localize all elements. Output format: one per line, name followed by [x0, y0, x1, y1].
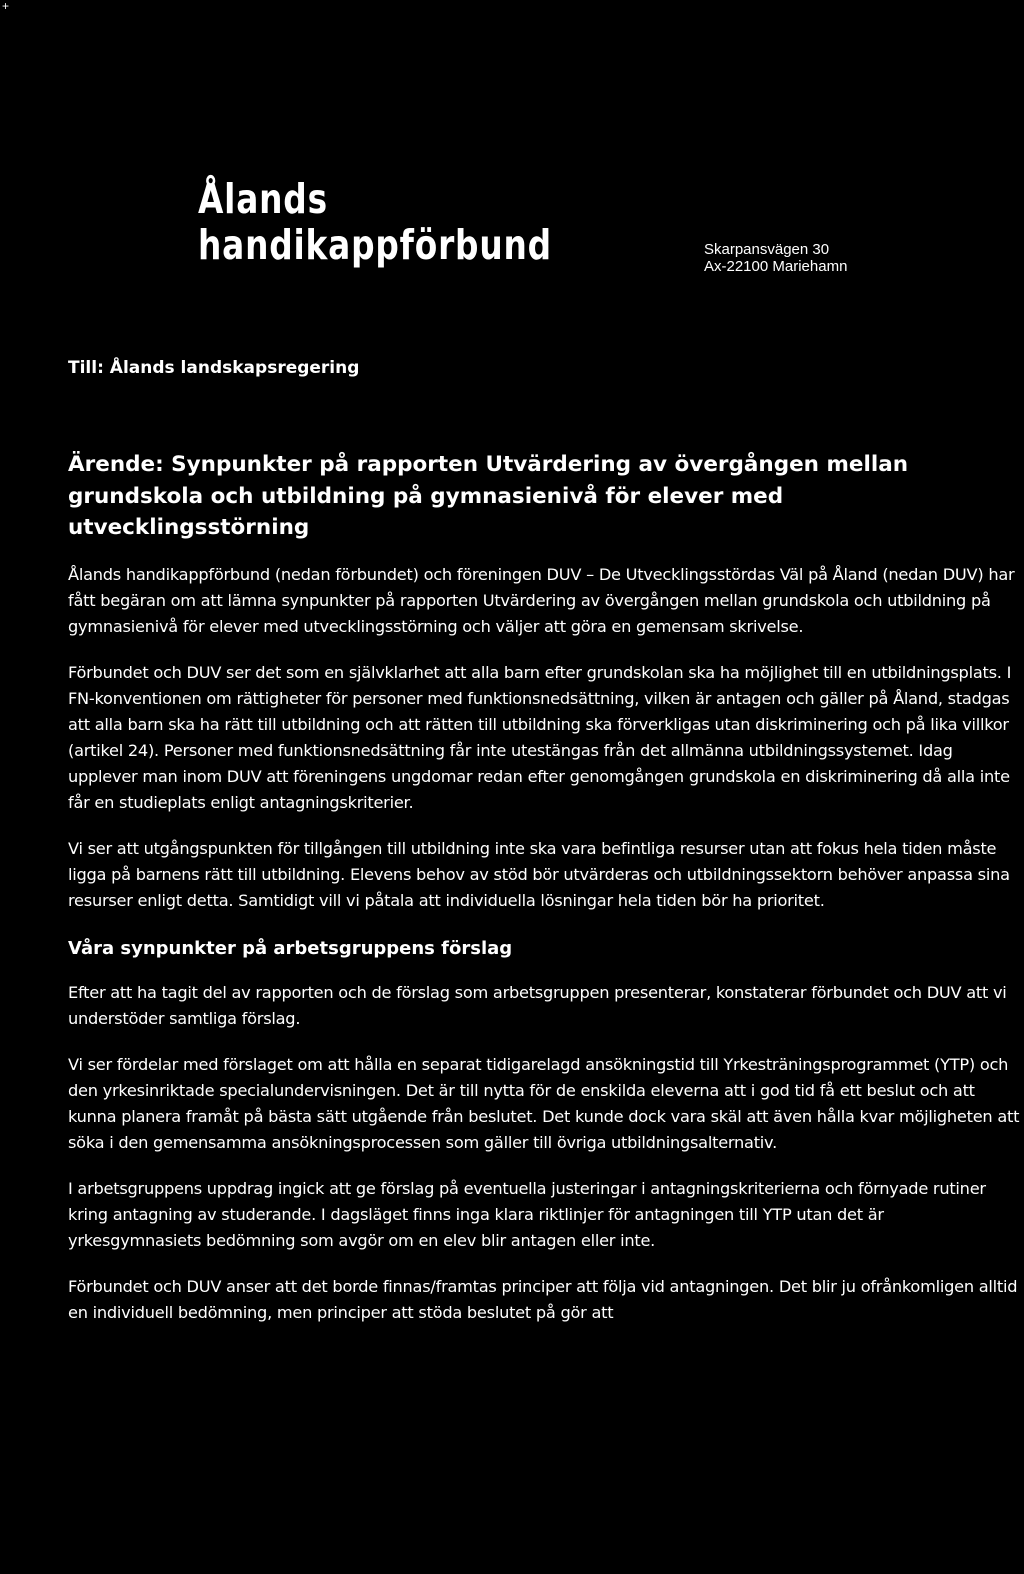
- sender-address: [704, 241, 847, 275]
- logo-line-2: handikappförbund: [198, 221, 552, 269]
- paragraph-resources: Vi ser att utgångspunkten för tillgången till utbildning inte ska vara befintliga resurser utan att fokus hela tiden måste ligga på barnens rätt till utbildning. Elevens behov av stöd bör utvärderas och utbildningssektorn behöver anpassa sina resurser enligt detta. Samtidigt vill vi påtala att individuella lösningar hela tiden bör ha prioritet.: [68, 838, 1010, 910]
- recipient-line: Till: Ålands landskapsregering: [68, 358, 360, 378]
- address-street: Skarpansvägen 30: [704, 241, 830, 258]
- paragraph-intro: Ålands handikappförbund (nedan förbundet) och föreningen DUV – De Utvecklingsstördas Väl på Åland (nedan DUV) har fått begäran om att lämna synpunkter på rapporten Utvärdering av övergången mellan grundskola och utbildning på gymnasienivå för elever med utvecklingsstörning och väljer att göra en gemensam skrivelse.: [68, 564, 1015, 636]
- organization-logo: [198, 176, 552, 268]
- paragraph-admission-criteria: I arbetsgruppens uppdrag ingick att ge förslag på eventuella justeringar i antagningskriterierna och förnyade rutiner kring antagning av studerande. I dagsläget finns inga klara riktlinjer för antagningen till YTP utan det är yrkesgymnasiets bedömning som avgör om en elev blir antagen eller inte.: [68, 1178, 986, 1250]
- address-postal: Ax-22100 Mariehamn: [704, 258, 848, 275]
- section-heading: Våra synpunkter på arbetsgruppens förslag: [68, 937, 513, 959]
- paragraph-convention: Förbundet och DUV ser det som en självklarhet att alla barn efter grundskolan ska ha möjlighet till en utbildningsplats. I FN-konventionen om rättigheter för personer med funktionsnedsättning, vilken är antagen och gäller på Åland, stadgas att alla barn ska ha rätt till utbildning och att rätten till utbildning ska förverkligas utan diskriminering och på lika villkor (artikel 24). Personer med funktionsnedsättning får inte utestängas från det allmänna utbildningssystemet. Idag upplever man inom DUV att föreningens ungdomar redan efter genomgången grundskola en diskriminering då alla inte får en studieplats enligt antagningskriterier.: [68, 662, 1012, 812]
- paragraph-principles: Förbundet och DUV anser att det borde finnas/framtas principer att följa vid antagningen. Det blir ju ofrånkomligen alltid en individuell bedömning, men principer att stöda beslutet på gör att: [68, 1276, 1018, 1322]
- paragraph-support: Efter att ha tagit del av rapporten och de förslag som arbetsgruppen presenterar, konstaterar förbundet och DUV att vi understöder samtliga förslag.: [68, 982, 1007, 1028]
- corner-mark: +: [2, 0, 10, 13]
- subject-heading: Ärende: Synpunkter på rapporten Utvärdering av övergången mellan grundskola och utbildning på gymnasienivå för elever med utvecklingsstörning: [68, 452, 909, 540]
- logo-line-1: Ålands: [198, 175, 328, 223]
- paragraph-application-time: Vi ser fördelar med förslaget om att hålla en separat tidigarelagd ansökningstid till Yrkesträningsprogrammet (YTP) och den yrkesinriktade specialundervisningen. Det är till nytta för de enskilda eleverna att i god tid få ett beslut och att kunna planera framåt på bästa sätt utgående från beslutet. Det kunde dock vara skäl att även hålla kvar möjligheten att söka i den gemensamma ansökningsprocessen som gäller till övriga utbildningsalternativ.: [68, 1054, 1020, 1152]
- letter-body: [68, 355, 1020, 1326]
